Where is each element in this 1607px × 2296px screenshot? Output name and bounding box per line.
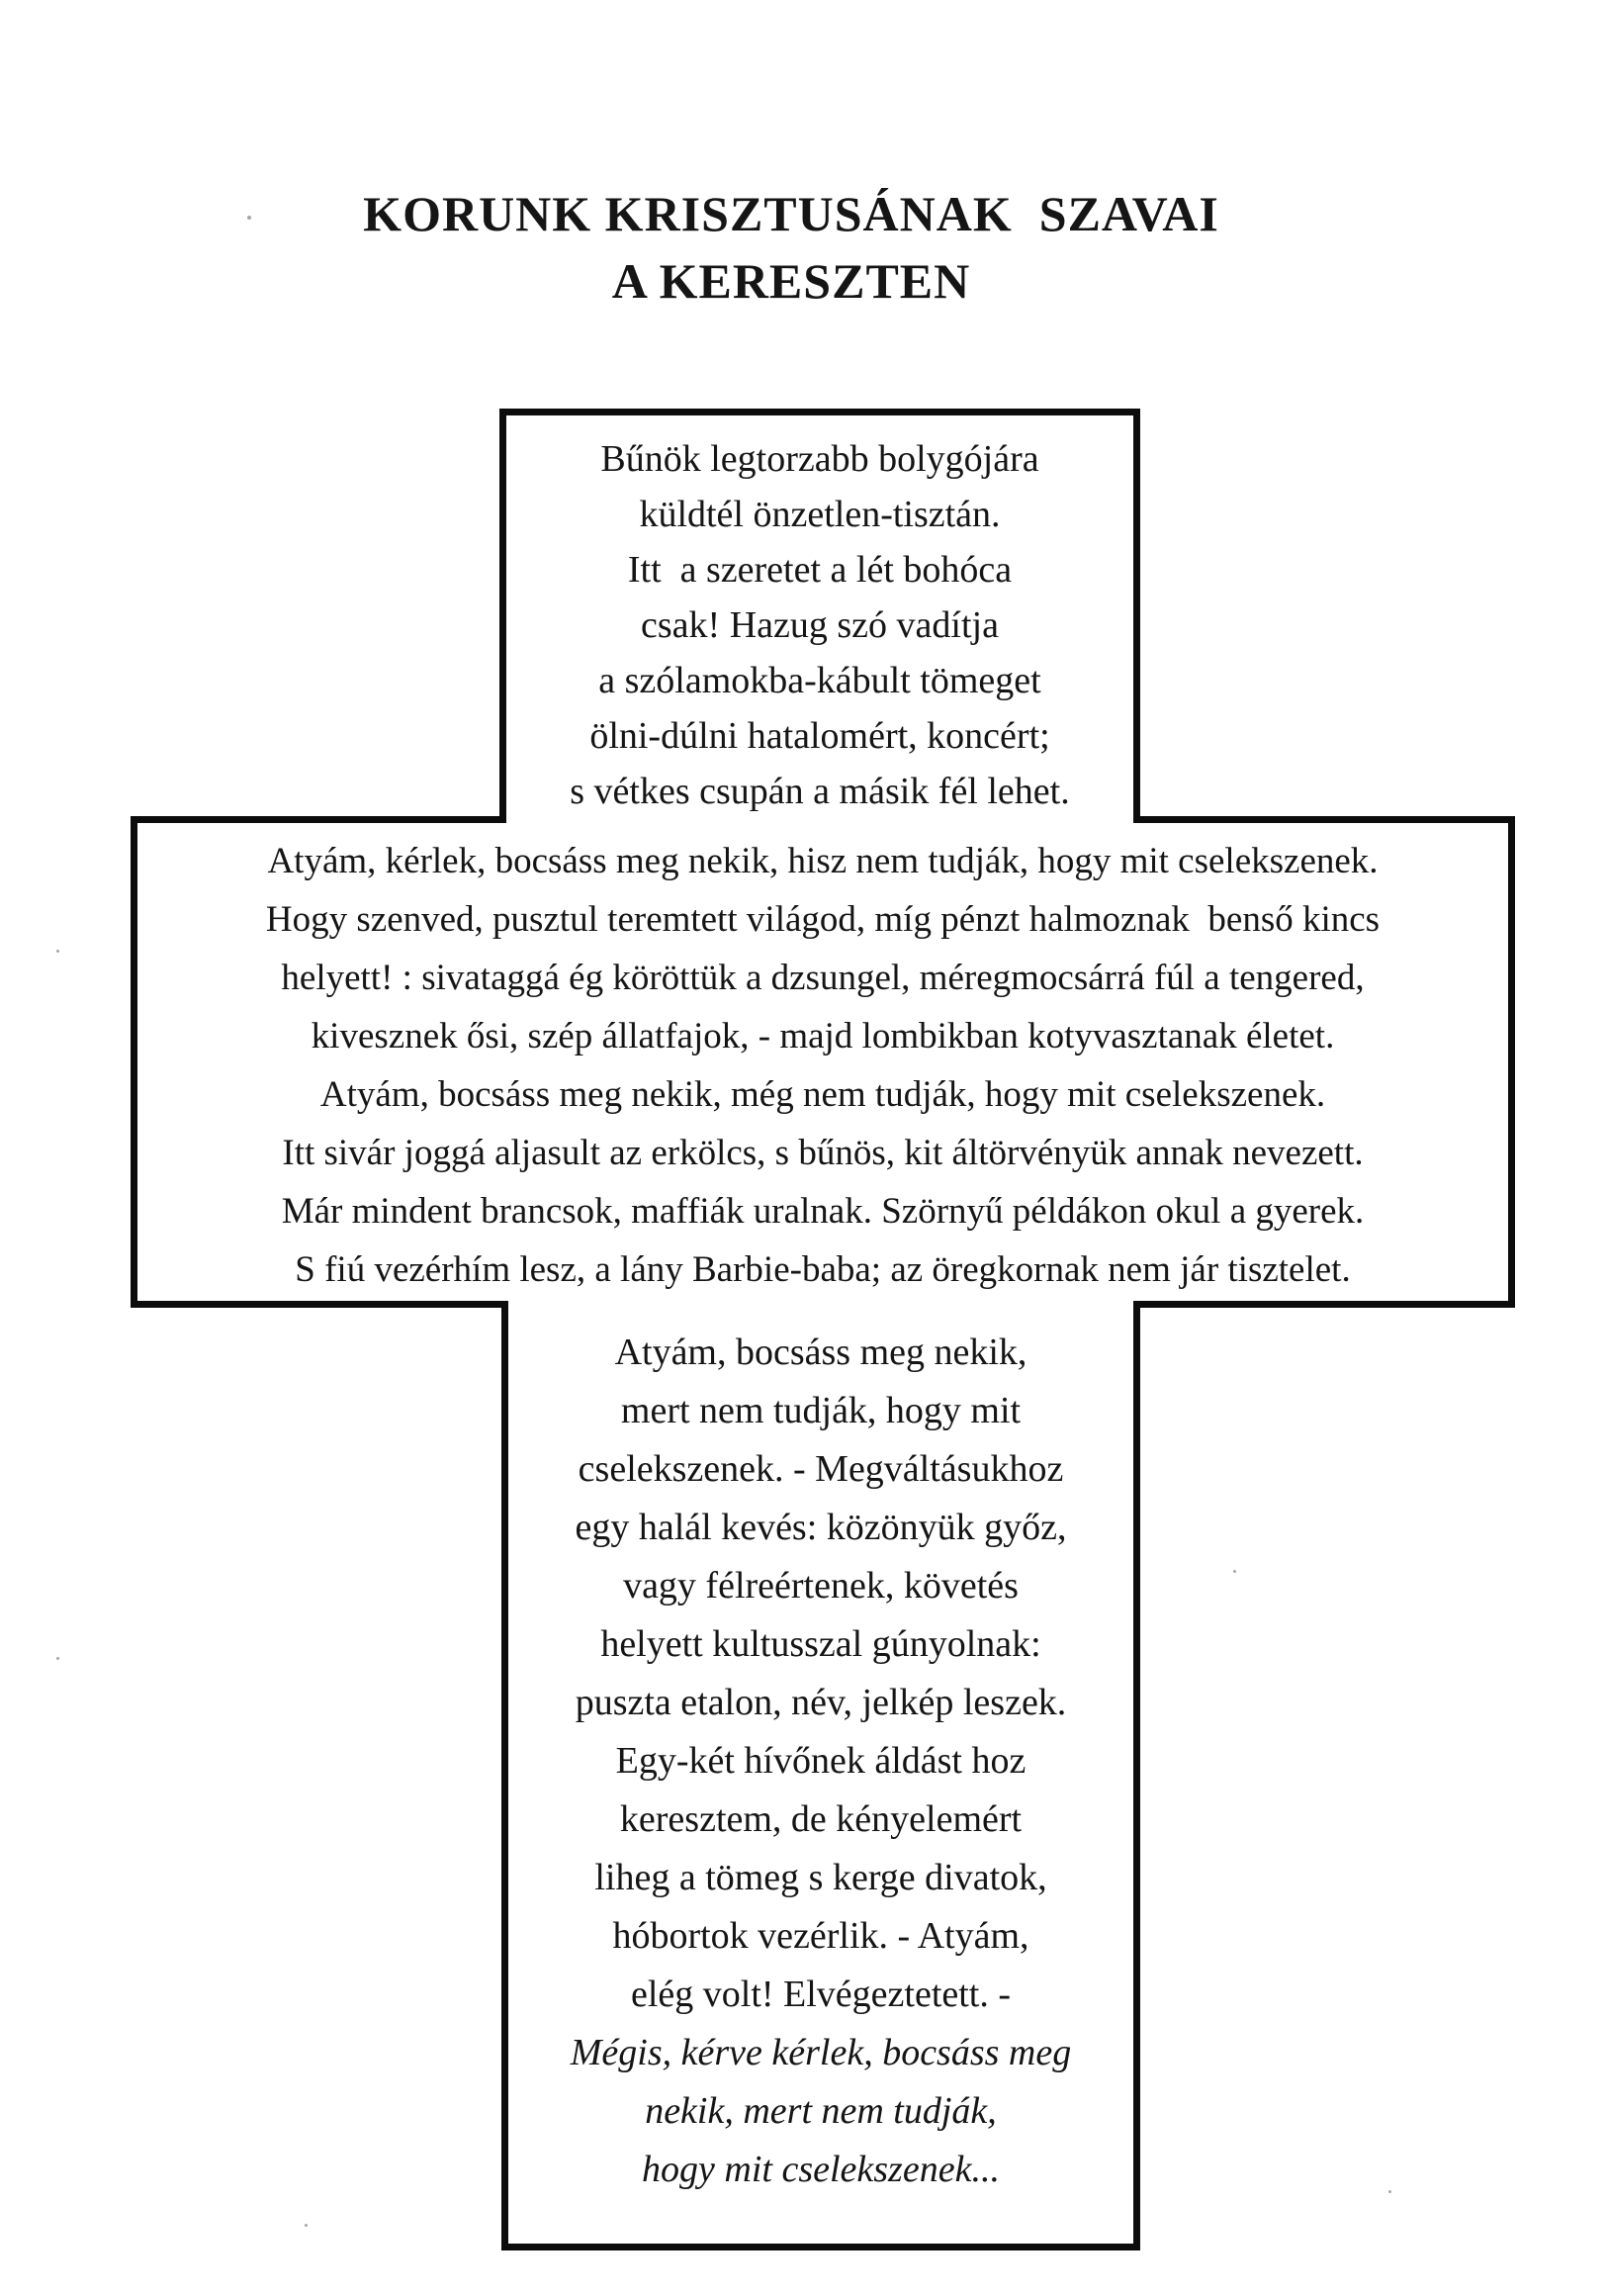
- poem-line: mert nem tudják, hogy mit: [620, 1390, 1022, 1431]
- title-line-1: KORUNK KRISZTUSÁNAK SZAVAI: [363, 186, 1219, 241]
- title-line-2: A KERESZTEN: [611, 253, 971, 309]
- poem-line: ölni-dúlni hatalomért, koncért;: [589, 715, 1050, 757]
- poem-line: Itt sivár joggá aljasult az erkölcs, s bűnös, kit áltörvényük annak nevezett.: [282, 1133, 1364, 1173]
- poem-line: Bűnök legtorzabb bolygójára: [600, 438, 1039, 480]
- poem-line: küldtél önzetlen-tisztán.: [639, 494, 1001, 535]
- poem-line: elég volt! Elvégeztetett. -: [630, 1974, 1012, 2015]
- poem-line: Egy-két hívőnek áldást hoz: [615, 1740, 1027, 1782]
- scan-speck: [305, 2224, 308, 2227]
- poem-title: [0, 180, 1582, 315]
- scan-speck: [56, 1657, 59, 1660]
- poem-line-italic: nekik, mert nem tudják,: [645, 2090, 997, 2132]
- poem-line: egy halál kevés: közönyük győz,: [575, 1507, 1067, 1548]
- poem-line: helyett kultusszal gúnyolnak:: [600, 1623, 1041, 1665]
- poem-line: cselekszenek. - Megváltásukhoz: [578, 1448, 1064, 1490]
- cross-horizontal-bar: [131, 816, 1515, 1308]
- cross-bottom-arm: [501, 1301, 1140, 2250]
- poem-line-italic: hogy mit cselekszenek...: [642, 2149, 1000, 2190]
- scan-speck: [247, 216, 251, 220]
- poem-line: kivesznek ősi, szép állatfajok, - majd lombikban kotyvasztanak életet.: [311, 1016, 1335, 1056]
- poem-line: puszta etalon, név, jelkép leszek.: [575, 1682, 1067, 1723]
- poem-line: Atyám, bocsáss meg nekik, még nem tudják, hogy mit cselekszenek.: [319, 1074, 1326, 1115]
- poem-line: a szólamokba-kábult tömeget: [598, 660, 1041, 701]
- poem-line: liheg a tömeg s kerge divatok,: [594, 1857, 1047, 1898]
- scan-speck: [56, 950, 59, 953]
- poem-line: vagy félreértenek, követés: [623, 1565, 1019, 1607]
- poem-line: helyett! : sivataggá ég köröttük a dzsungel, méregmocsárrá fúl a tengered,: [281, 958, 1365, 998]
- poem-line: S fiú vezérhím lesz, a lány Barbie-baba; az öregkornak nem jár tisztelet.: [295, 1249, 1351, 1290]
- poem-line: Itt a szeretet a lét bohóca: [627, 549, 1013, 591]
- scan-speck: [1233, 1570, 1236, 1573]
- poem-line: Atyám, bocsáss meg nekik,: [614, 1332, 1027, 1373]
- poem-line-italic: Mégis, kérve kérlek, bocsáss meg: [570, 2032, 1072, 2073]
- poem-line: hóbortok vezérlik. - Atyám,: [612, 1915, 1029, 1957]
- cross-top-arm: [499, 409, 1140, 823]
- poem-line: Hogy szenved, pusztul teremtett világod, míg pénzt halmoznak benső kincs: [265, 899, 1381, 940]
- poem-line: s vétkes csupán a másik fél lehet.: [570, 771, 1070, 812]
- poem-line: Már mindent brancsok, maffiák uralnak. Szörnyű példákon okul a gyerek.: [281, 1191, 1365, 1232]
- poem-line: Atyám, kérlek, bocsáss meg nekik, hisz nem tudják, hogy mit cselekszenek.: [267, 841, 1379, 881]
- poem-line: csak! Hazug szó vadítja: [641, 604, 999, 646]
- poem-line: keresztem, de kényelemért: [619, 1798, 1023, 1840]
- scan-speck: [1388, 2190, 1391, 2193]
